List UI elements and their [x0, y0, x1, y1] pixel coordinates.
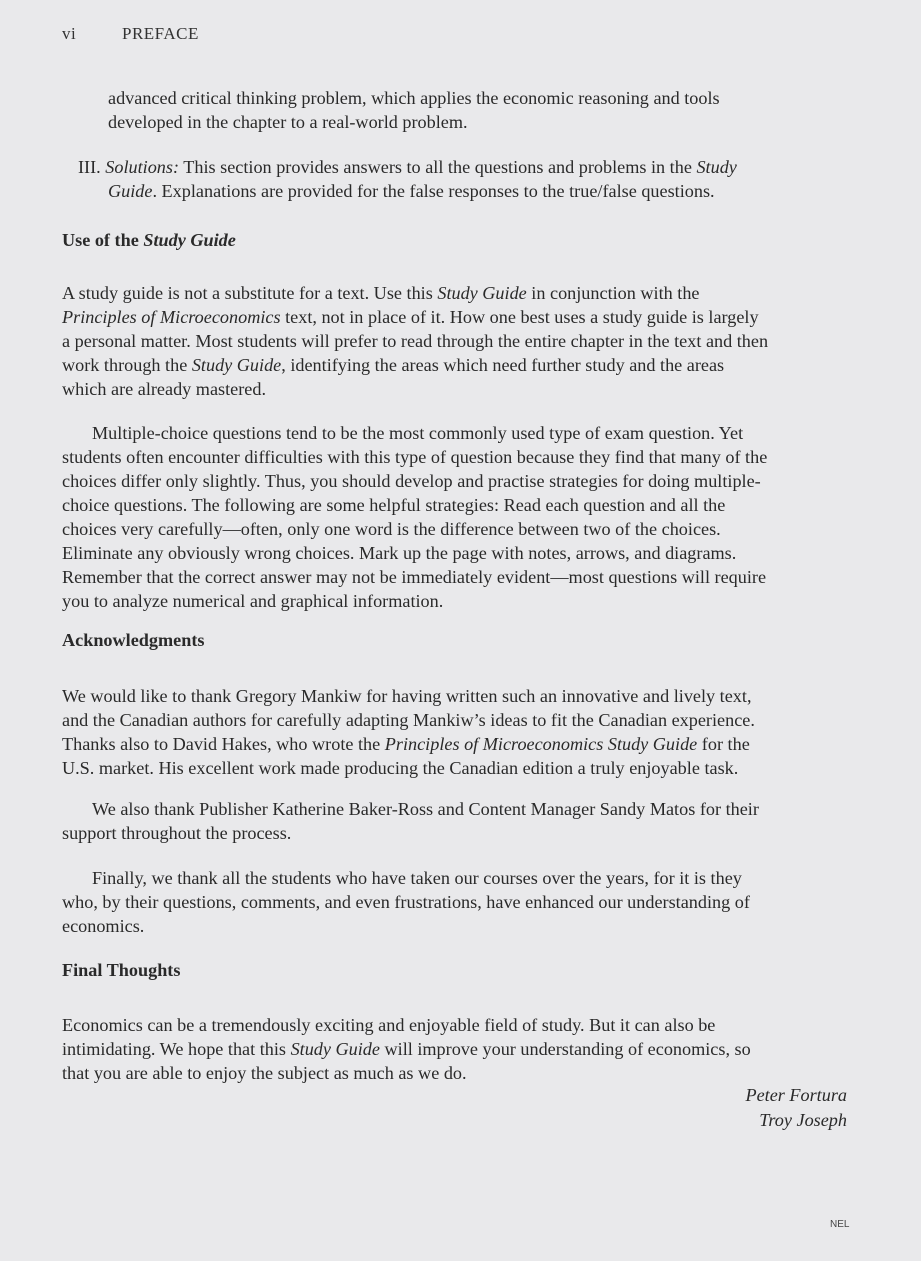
paragraph [62, 421, 852, 613]
running-head [62, 24, 199, 44]
continued-list-item [108, 86, 853, 134]
text-run: . Explanations are provided for the false responses to the true/false questions. [152, 181, 715, 201]
solutions-list-item [78, 155, 853, 203]
section-heading-use [62, 230, 236, 251]
publisher-mark: NEL [830, 1219, 850, 1230]
paragraph [62, 797, 852, 845]
section-heading-final-thoughts: Final Thoughts [62, 960, 181, 980]
text-line: We would like to thank Gregory Mankiw for having written such an innovative and lively text, [62, 686, 752, 706]
text-line: developed in the chapter to a real-world problem. [108, 112, 468, 132]
text-line: Thanks also to David Hakes, who wrote the Principles of Microeconomics Study Guide for the [62, 734, 750, 754]
paragraph [62, 1013, 852, 1085]
text-run: Guide [108, 181, 153, 201]
text-line: which are already mastered. [62, 379, 266, 399]
author-signature: Troy Joseph [759, 1110, 847, 1130]
author-signature: Peter Fortura [745, 1085, 847, 1105]
text-line: a personal matter. Most students will prefer to read through the entire chapter in the text and then [62, 331, 769, 351]
heading-text: Use of the [62, 230, 144, 250]
page-number: vi [62, 24, 77, 43]
text-line: who, by their questions, comments, and even frustrations, have enhanced our understanding of [62, 892, 750, 912]
running-title: PREFACE [122, 24, 199, 43]
paragraph [62, 281, 852, 401]
text-line: that you are able to enjoy the subject as much as we do. [62, 1063, 467, 1083]
text-line: Eliminate any obviously wrong choices. Mark up the page with notes, arrows, and diagrams. [62, 543, 737, 563]
text-line: U.S. market. His excellent work made producing the Canadian edition a truly enjoyable task. [62, 758, 739, 778]
text-line: support throughout the process. [62, 823, 292, 843]
text-line: work through the Study Guide, identifying the areas which need further study and the areas [62, 355, 725, 375]
list-numeral: III. [78, 157, 101, 177]
paragraph [62, 866, 852, 938]
text-line: choice questions. The following are some helpful strategies: Read each question and all the [62, 495, 726, 515]
text-line: Multiple-choice questions tend to be the most commonly used type of exam question. Yet [92, 423, 744, 443]
text-line: and the Canadian authors for carefully adapting Mankiw’s ideas to fit the Canadian experience. [62, 710, 755, 730]
text-line: you to analyze numerical and graphical information. [62, 591, 444, 611]
paragraph [62, 684, 852, 780]
text-line: economics. [62, 916, 145, 936]
text-line: choices very carefully—often, only one word is the difference between two of the choices. [62, 519, 721, 539]
text-line: Economics can be a tremendously exciting and enjoyable field of study. But it can also be [62, 1015, 716, 1035]
text-line: advanced critical thinking problem, which applies the economic reasoning and tools [108, 88, 720, 108]
heading-italic: Study Guide [143, 230, 236, 250]
text-line [78, 179, 853, 203]
text-line: choices differ only slightly. Thus, you should develop and practise strategies for doing multiple- [62, 471, 761, 491]
text-run: This section provides answers to all the questions and problems in the [179, 157, 697, 177]
text-line: Principles of Microeconomics text, not in place of it. How one best uses a study guide is largely [62, 307, 759, 327]
text-line: students often encounter difficulties with this type of question because they find that many of the [62, 447, 768, 467]
text-run: Study [696, 157, 737, 177]
text-line: We also thank Publisher Katherine Baker-Ross and Content Manager Sandy Matos for their [92, 799, 759, 819]
text-line: intimidating. We hope that this Study Guide will improve your understanding of economics, so [62, 1039, 751, 1059]
text-line: Finally, we thank all the students who have taken our courses over the years, for it is they [92, 868, 742, 888]
section-heading-acknowledgments: Acknowledgments [62, 630, 205, 650]
text-line: A study guide is not a substitute for a text. Use this Study Guide in conjunction with the [62, 283, 700, 303]
item-label: Solutions: [105, 157, 180, 177]
text-line [78, 155, 853, 179]
text-line: Remember that the correct answer may not be immediately evident—most questions will require [62, 567, 767, 587]
